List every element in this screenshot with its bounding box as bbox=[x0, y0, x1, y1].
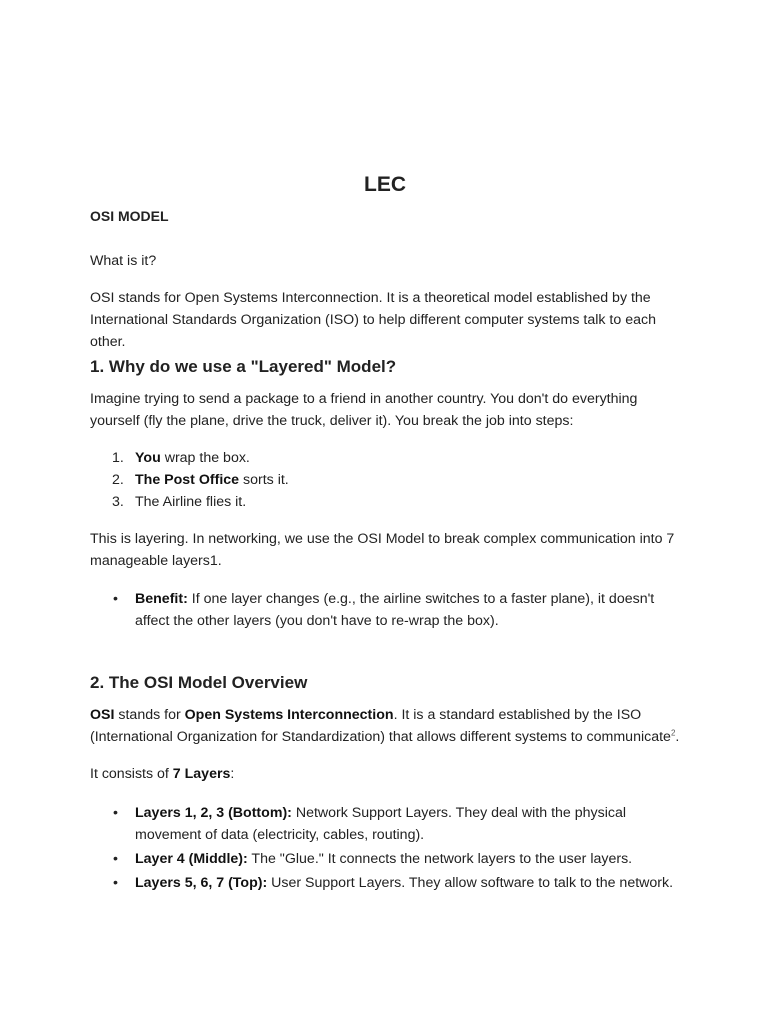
osi-full-bold: Open Systems Interconnection bbox=[184, 707, 394, 723]
layers-count-bold: 7 Layers bbox=[172, 766, 231, 782]
list-item bbox=[90, 469, 680, 491]
document-title: LEC bbox=[364, 173, 406, 196]
layers-list bbox=[90, 802, 680, 894]
text-fragment: stands for bbox=[114, 707, 185, 723]
footnote-marker: 2 bbox=[670, 728, 676, 738]
list-number: 1. bbox=[112, 450, 124, 466]
layer-text: User Support Layers. They allow software to talk to the network. bbox=[267, 875, 674, 891]
document-subtitle: OSI MODEL bbox=[90, 208, 169, 224]
bullet-icon: • bbox=[113, 875, 118, 891]
document-body bbox=[90, 171, 680, 896]
layer-label: Layer 4 (Middle): bbox=[135, 851, 248, 867]
list-item bbox=[90, 872, 680, 894]
layering-paragraph: This is layering. In networking, we use the OSI Model to break complex communication into 7 manageable layers1. bbox=[90, 531, 675, 569]
list-item bbox=[90, 802, 680, 846]
section2-paragraph bbox=[90, 704, 680, 748]
text-fragment: . It is a standard established by the ISO (International Organization for Standardization) that allows different systems to communicate bbox=[90, 707, 671, 745]
list-item bbox=[90, 491, 680, 513]
list-item bbox=[90, 848, 680, 870]
intro-paragraph: OSI stands for Open Systems Interconnection. It is a theoretical model established by the International Standards Organization (ISO) to help different computer systems talk to each other. bbox=[90, 290, 656, 350]
layer-text: Network Support Layers. They deal with the physical movement of data (electricity, cables, routing). bbox=[135, 805, 626, 843]
steps-list bbox=[90, 447, 680, 513]
section2-heading: 2. The OSI Model Overview bbox=[90, 673, 308, 692]
bullet-icon: • bbox=[113, 805, 118, 821]
text-fragment: . bbox=[675, 729, 680, 745]
step-bold: The Post Office bbox=[135, 472, 240, 488]
layers-intro bbox=[90, 763, 680, 785]
benefit-label: Benefit: bbox=[135, 591, 188, 607]
layer-text: The "Glue." It connects the network layers to the user layers. bbox=[247, 851, 633, 867]
benefit-text: If one layer changes (e.g., the airline switches to a faster plane), it doesn't affect the other layers (you don't have to re-wrap the box). bbox=[135, 591, 655, 629]
benefit-list bbox=[90, 588, 680, 632]
step-text: The Airline flies it. bbox=[135, 494, 247, 510]
section1-paragraph: Imagine trying to send a package to a friend in another country. You don't do everything yourself (fly the plane, drive the truck, deliver it). You break the job into steps: bbox=[90, 391, 638, 429]
osi-bold: OSI bbox=[90, 707, 115, 723]
step-bold: You bbox=[135, 450, 161, 466]
question-text: What is it? bbox=[90, 253, 157, 269]
list-item bbox=[90, 588, 680, 632]
text-fragment: : bbox=[230, 766, 235, 782]
step-text: wrap the box. bbox=[160, 450, 250, 466]
step-text: sorts it. bbox=[239, 472, 289, 488]
list-number: 2. bbox=[112, 472, 124, 488]
list-number: 3. bbox=[112, 494, 124, 510]
layer-label: Layers 1, 2, 3 (Bottom): bbox=[135, 805, 292, 821]
layer-label: Layers 5, 6, 7 (Top): bbox=[135, 875, 268, 891]
list-item bbox=[90, 447, 680, 469]
bullet-icon: • bbox=[113, 591, 118, 607]
bullet-icon: • bbox=[113, 851, 118, 867]
section1-heading: 1. Why do we use a "Layered" Model? bbox=[90, 357, 397, 376]
text-fragment: It consists of bbox=[90, 766, 173, 782]
